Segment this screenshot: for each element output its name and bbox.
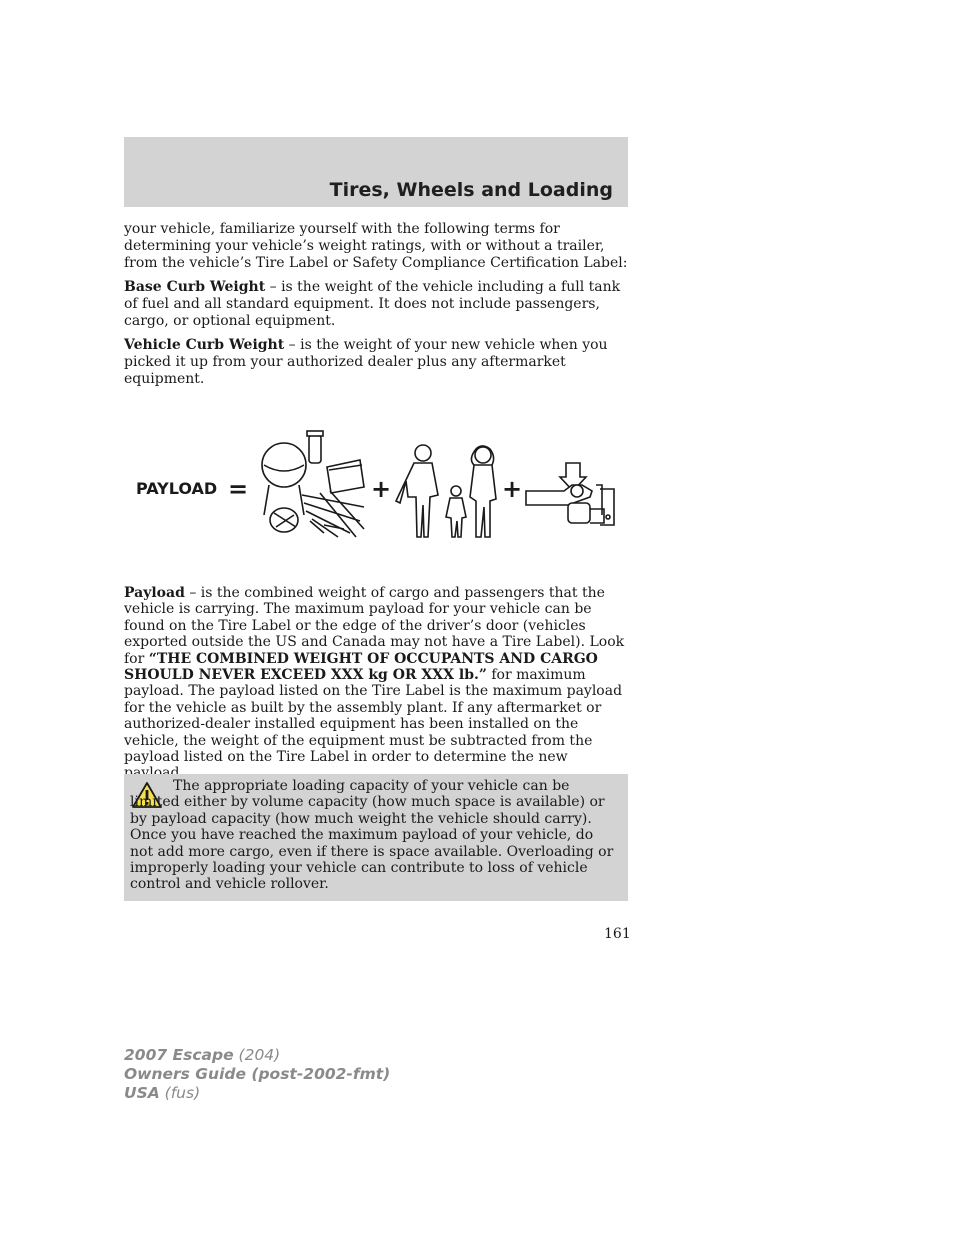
footer-guide: Owners Guide (post-2002-fmt) xyxy=(124,1065,391,1083)
page-number: 161 xyxy=(604,926,631,942)
body-text xyxy=(124,221,629,395)
cargo-items-icon xyxy=(262,431,364,537)
term-label: Base Curb Weight xyxy=(124,279,266,295)
term-vehicle-curb-weight xyxy=(124,337,629,388)
payload-text-after: for maximum payload. The payload listed on the Tire Label is the maximum payload for the vehicle as built by the assembly plant. If any aftermarket or authorized-dealer installed equipment has been installed on the vehicle, the weight of the equipment must be subtracted from the payload listed on the Tire Label in order to determine the new xyxy=(124,667,623,766)
payload-label: PAYLOAD xyxy=(136,479,218,498)
passengers-icon xyxy=(396,445,496,537)
plus-sign-2: + xyxy=(502,475,523,503)
section-title: Tires, Wheels and Loading xyxy=(329,179,613,201)
trailer-hitch-icon xyxy=(526,463,614,525)
footer-model-code: (204) xyxy=(233,1046,281,1064)
section-header-band xyxy=(124,137,628,207)
term-base-curb-weight xyxy=(124,279,629,330)
warning-box xyxy=(124,774,628,901)
payload-term: Payload xyxy=(124,585,185,601)
document-footer xyxy=(124,1046,390,1103)
footer-line-2 xyxy=(124,1065,390,1084)
payload-illustration xyxy=(124,425,628,550)
footer-market: USA xyxy=(124,1084,160,1102)
term-definition: – is the weight of the vehicle including a full tank of fuel and all standard equipment. It does not include passengers, cargo, or optional equipment. xyxy=(124,279,621,329)
equals-sign: = xyxy=(228,475,249,503)
plus-sign-1: + xyxy=(371,475,392,503)
footer-line-3 xyxy=(124,1084,390,1103)
payload-equation-graphic xyxy=(124,425,628,550)
footer-market-code: (fus) xyxy=(159,1084,201,1102)
intro-paragraph: your vehicle, familiarize yourself with the following terms for determining your vehicle’s weight ratings, with or without a trailer, from the vehicle’s Tire Label or Safety Compliance Certification Label: xyxy=(124,221,628,271)
term-definition: – is the weight of your new vehicle when you picked it up from your authorized dealer plus any aftermarket equipment. xyxy=(124,337,608,387)
footer-model: 2007 Escape xyxy=(124,1046,234,1064)
payload-paragraph xyxy=(124,585,629,782)
payload-quote: “THE COMBINED WEIGHT OF OCCUPANTS AND CARGO SHOULD NEVER EXCEED XXX kg OR XXX lb.” xyxy=(124,650,598,684)
warning-text: The appropriate loading capacity of your vehicle can be limited either by volume capacity (how much space is available) or by payload capacity (how much weight the vehicle should carry). Once you have reached the maximum payload of your vehicle, do not add more cargo, even if there is space available. Overloading or improperly loading your vehicle can contribute to loss of vehicle control and vehicle rollover. xyxy=(130,778,614,893)
footer-line-1 xyxy=(124,1046,390,1065)
term-label: Vehicle Curb Weight xyxy=(124,337,285,353)
payload-text-before: – is the combined weight of cargo and passengers that the vehicle is carrying. The maximum payload for your vehicle can be found on the Tire Label or the edge of the driver’s door (vehicles exported outside the US and Canada may not have a Tire Label). Look for xyxy=(124,585,625,667)
